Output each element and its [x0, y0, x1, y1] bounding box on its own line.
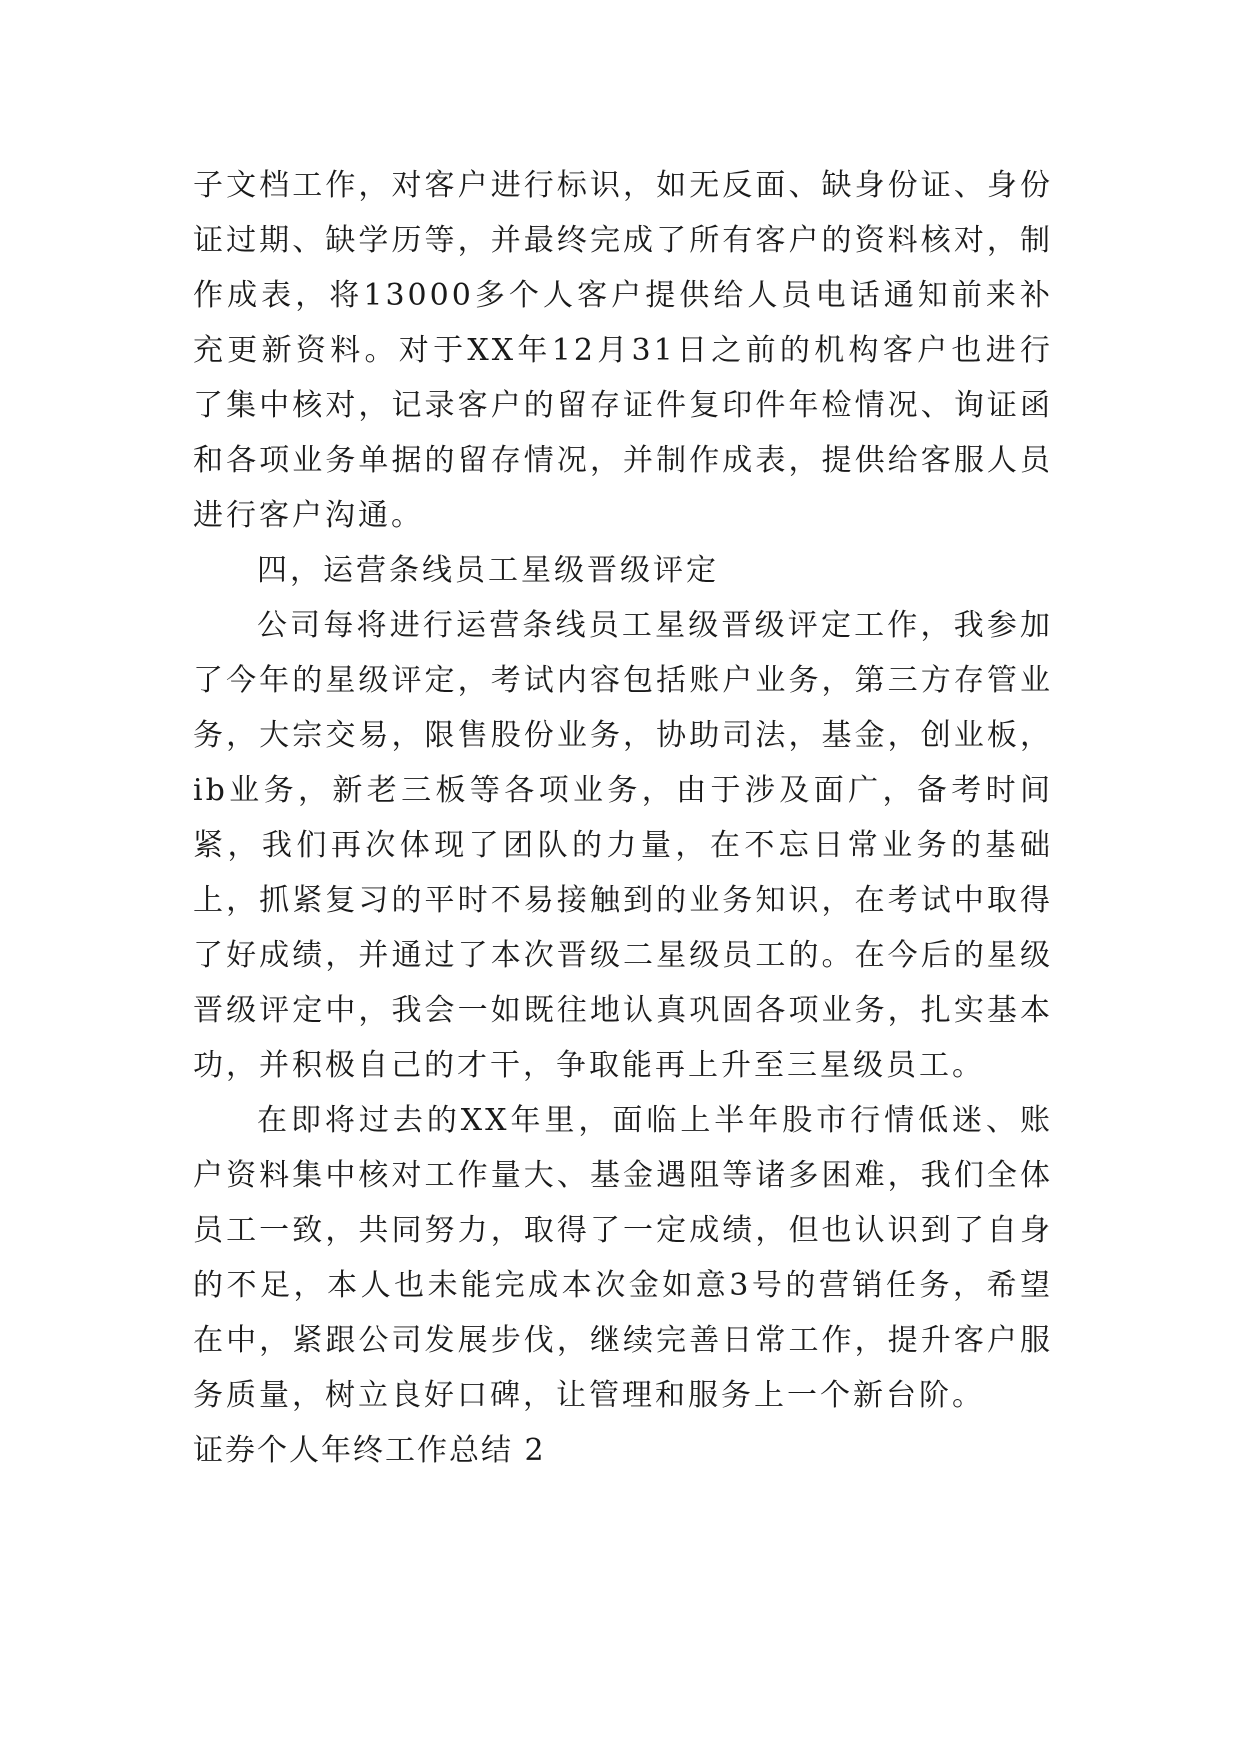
paragraph-client-records: 子文档工作，对客户进行标识，如无反面、缺身份证、身份证过期、缺学历等，并最终完成了所有客户的资料核对，制作成表，将13000多个人客户提供给人员电话通知前来补充更新资料。对于XX年12月31日之前的机构客户也进行了集中核对，记录客户的留存证件复印件年检情况、询证函和各项业务单据的留存情况，并制作成表，提供给客服人员进行客户沟通。: [193, 168, 1053, 533]
paragraph-year-summary: 在即将过去的XX年里，面临上半年股市行情低迷、账户资料集中核对工作量大、基金遇阻等诸多困难，我们全体员工一致，共同努力，取得了一定成绩，但也认识到了自身的不足，本人也未能完成本次金如意3号的营销任务，希望在中，紧跟公司发展步伐，继续完善日常工作，提升客户服务质量，树立良好口碑，让管理和服务上一个新台阶。: [193, 1103, 1053, 1413]
next-document-title: 证券个人年终工作总结 2: [193, 1433, 546, 1468]
document-body: [193, 158, 1053, 1478]
section-heading-star-rating: 四，运营条线员工星级晋级评定: [257, 553, 719, 588]
paragraph-star-rating: 公司每将进行运营条线员工星级晋级评定工作，我参加了今年的星级评定，考试内容包括账户业务，第三方存管业务，大宗交易，限售股份业务，协助司法，基金，创业板，ib业务，新老三板等各项业务，由于涉及面广，备考时间紧，我们再次体现了团队的力量，在不忘日常业务的基础上，抓紧复习的平时不易接触到的业务知识，在考试中取得了好成绩，并通过了本次晋级二星级员工的。在今后的星级晋级评定中，我会一如既往地认真巩固各项业务，扎实基本功，并积极自己的才干，争取能再上升至三星级员工。: [193, 608, 1053, 1083]
